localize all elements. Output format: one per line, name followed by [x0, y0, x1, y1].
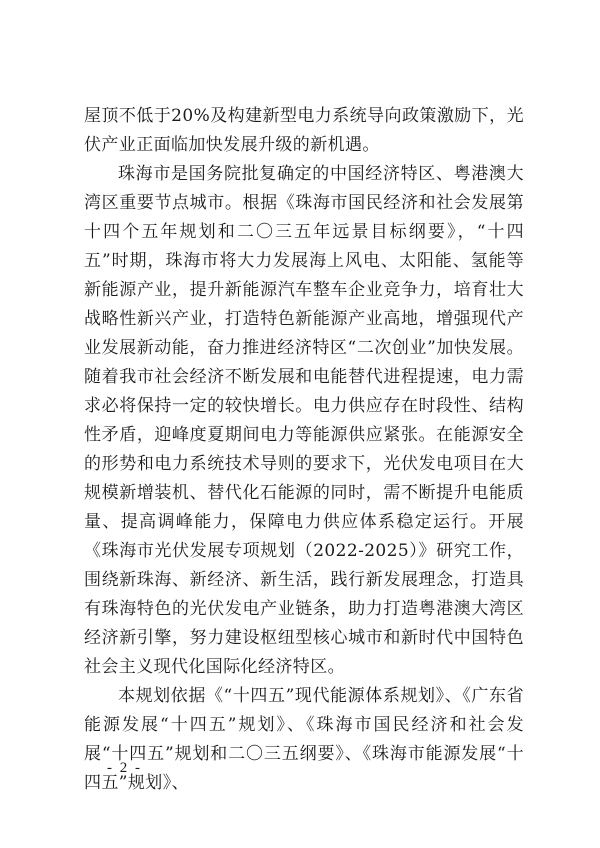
body-text — [84, 102, 524, 798]
paragraph-continuation: 屋顶不低于20%及构建新型电力系统导向政策激励下，光伏产业正面临加快发展升级的新机遇。 — [84, 106, 524, 155]
paragraph-zhuhai-overview: 珠海市是国务院批复确定的中国经济特区、粤港澳大湾区重要节点城市。根据《珠海市国民经济和社会发展第十四个五年规划和二〇三五年远景目标纲要》，“十四五”时期，珠海市将大力发展海上风电、太阳能、氢能等新能源产业，提升新能源汽车整车企业竞争力，培育壮大战略性新兴产业，打造特色新能源产业高地，增强现代产业发展新动能，奋力推进经济特区“二次创业”加快发展。随着我市社会经济不断发展和电能替代进程提速，电力需求必将保持一定的较快增长。电力供应存在时段性、结构性矛盾，迎峰度夏期间电力等能源供应紧张。在能源安全的形势和电力系统技术导则的要求下，光伏发电项目在大规模新增装机、替代化石能源的同时，需不断提升电能质量、提高调峰能力，保障电力供应体系稳定运行。开展《珠海市光伏发展专项规划（2022-2025）》研究工作，围绕新珠海、新经济、新生活，践行新发展理念，打造具有珠海特色的光伏发电产业链条，助力打造粤港澳大湾区经济新引擎，努力建设枢纽型核心城市和新时代中国特色社会主义现代化国际化经济特区。 — [84, 164, 524, 677]
page-number: - 2 - — [107, 760, 142, 776]
paragraph-planning-basis: 本规划依据《“十四五”现代能源体系规划》、《广东省能源发展“十四五”规划》、《珠海市国民经济和社会发展“十四五”规划和二〇三五纲要》、《珠海市能源发展“十四五”规划》、 — [84, 686, 524, 793]
